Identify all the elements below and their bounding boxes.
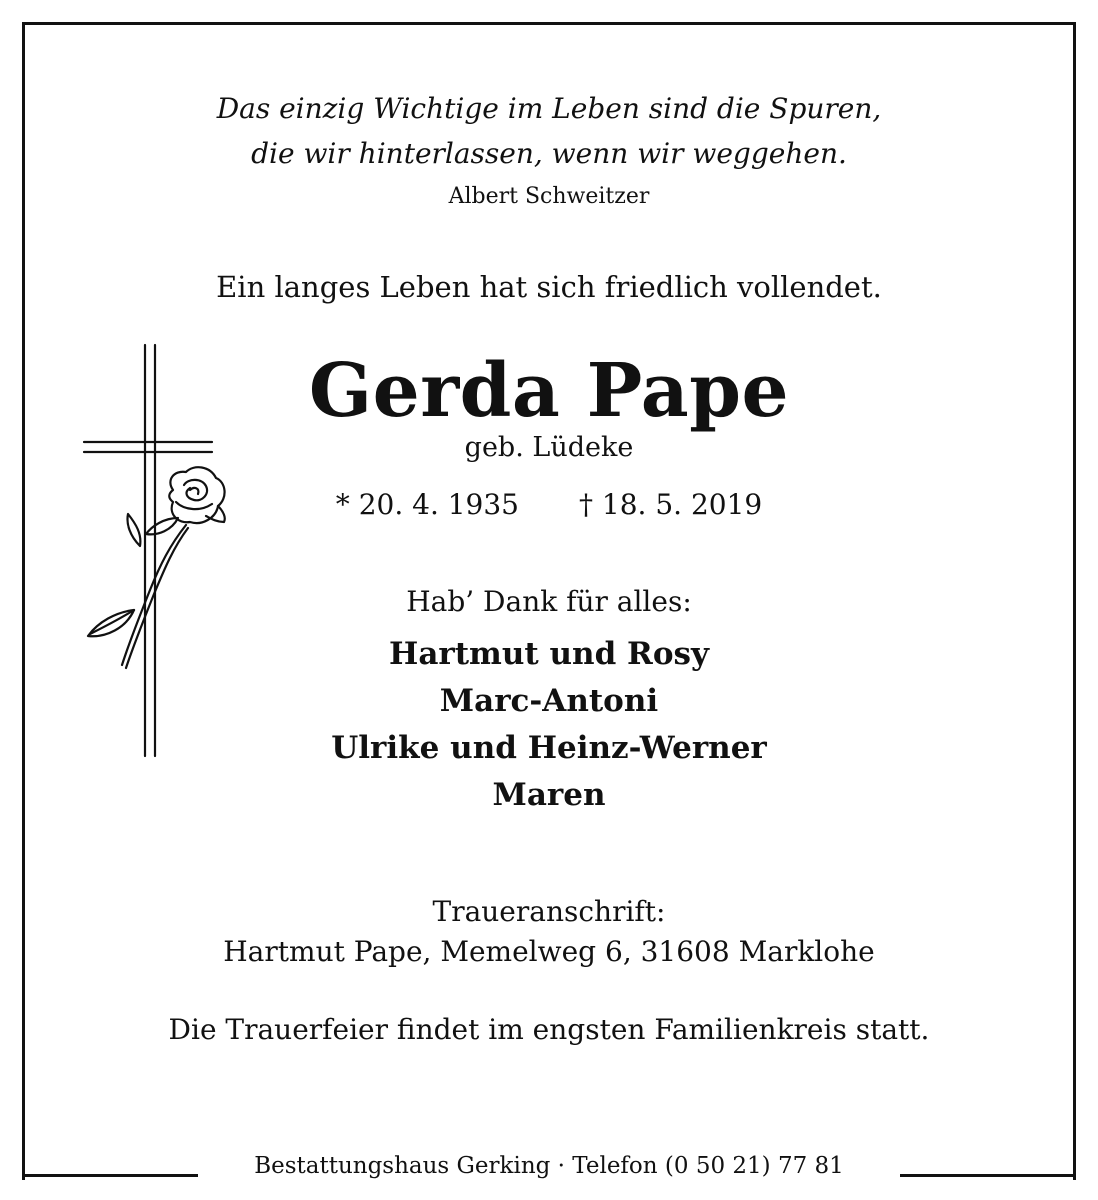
quote-line-2: die wir hinterlassen, wenn wir weggehen. xyxy=(251,137,847,170)
family-member-3: Ulrike und Heinz-Werner xyxy=(331,730,767,766)
quote-author: Albert Schweitzer xyxy=(448,184,650,209)
address-value: Hartmut Pape, Memelweg 6, 31608 Marklohe xyxy=(223,935,875,968)
intro-text: Ein langes Leben hat sich friedlich vollendet. xyxy=(216,270,882,304)
family-member-2: Marc-Antoni xyxy=(439,683,659,719)
address-label: Traueranschrift: xyxy=(432,895,666,928)
ceremony-note: Die Trauerfeier findet im engsten Familienkreis statt. xyxy=(168,1013,930,1046)
frame-bottom-rule-right xyxy=(900,1174,1076,1177)
death-date: † 18. 5. 2019 xyxy=(579,488,763,521)
footer-funeral-home: Bestattungshaus Gerking · Telefon (0 50 21) 77 81 xyxy=(254,1153,844,1179)
frame-bottom-rule-left xyxy=(22,1174,198,1177)
family-member-4: Maren xyxy=(492,777,606,813)
birth-date: * 20. 4. 1935 xyxy=(335,488,519,521)
life-dates xyxy=(0,488,1098,521)
maiden-name: geb. Lüdeke xyxy=(464,432,634,463)
deceased-name: Gerda Pape xyxy=(308,348,790,434)
quote-line-1: Das einzig Wichtige im Leben sind die Spuren, xyxy=(216,92,882,125)
thanks-text: Hab’ Dank für alles: xyxy=(406,585,692,618)
family-member-1: Hartmut und Rosy xyxy=(389,636,709,672)
